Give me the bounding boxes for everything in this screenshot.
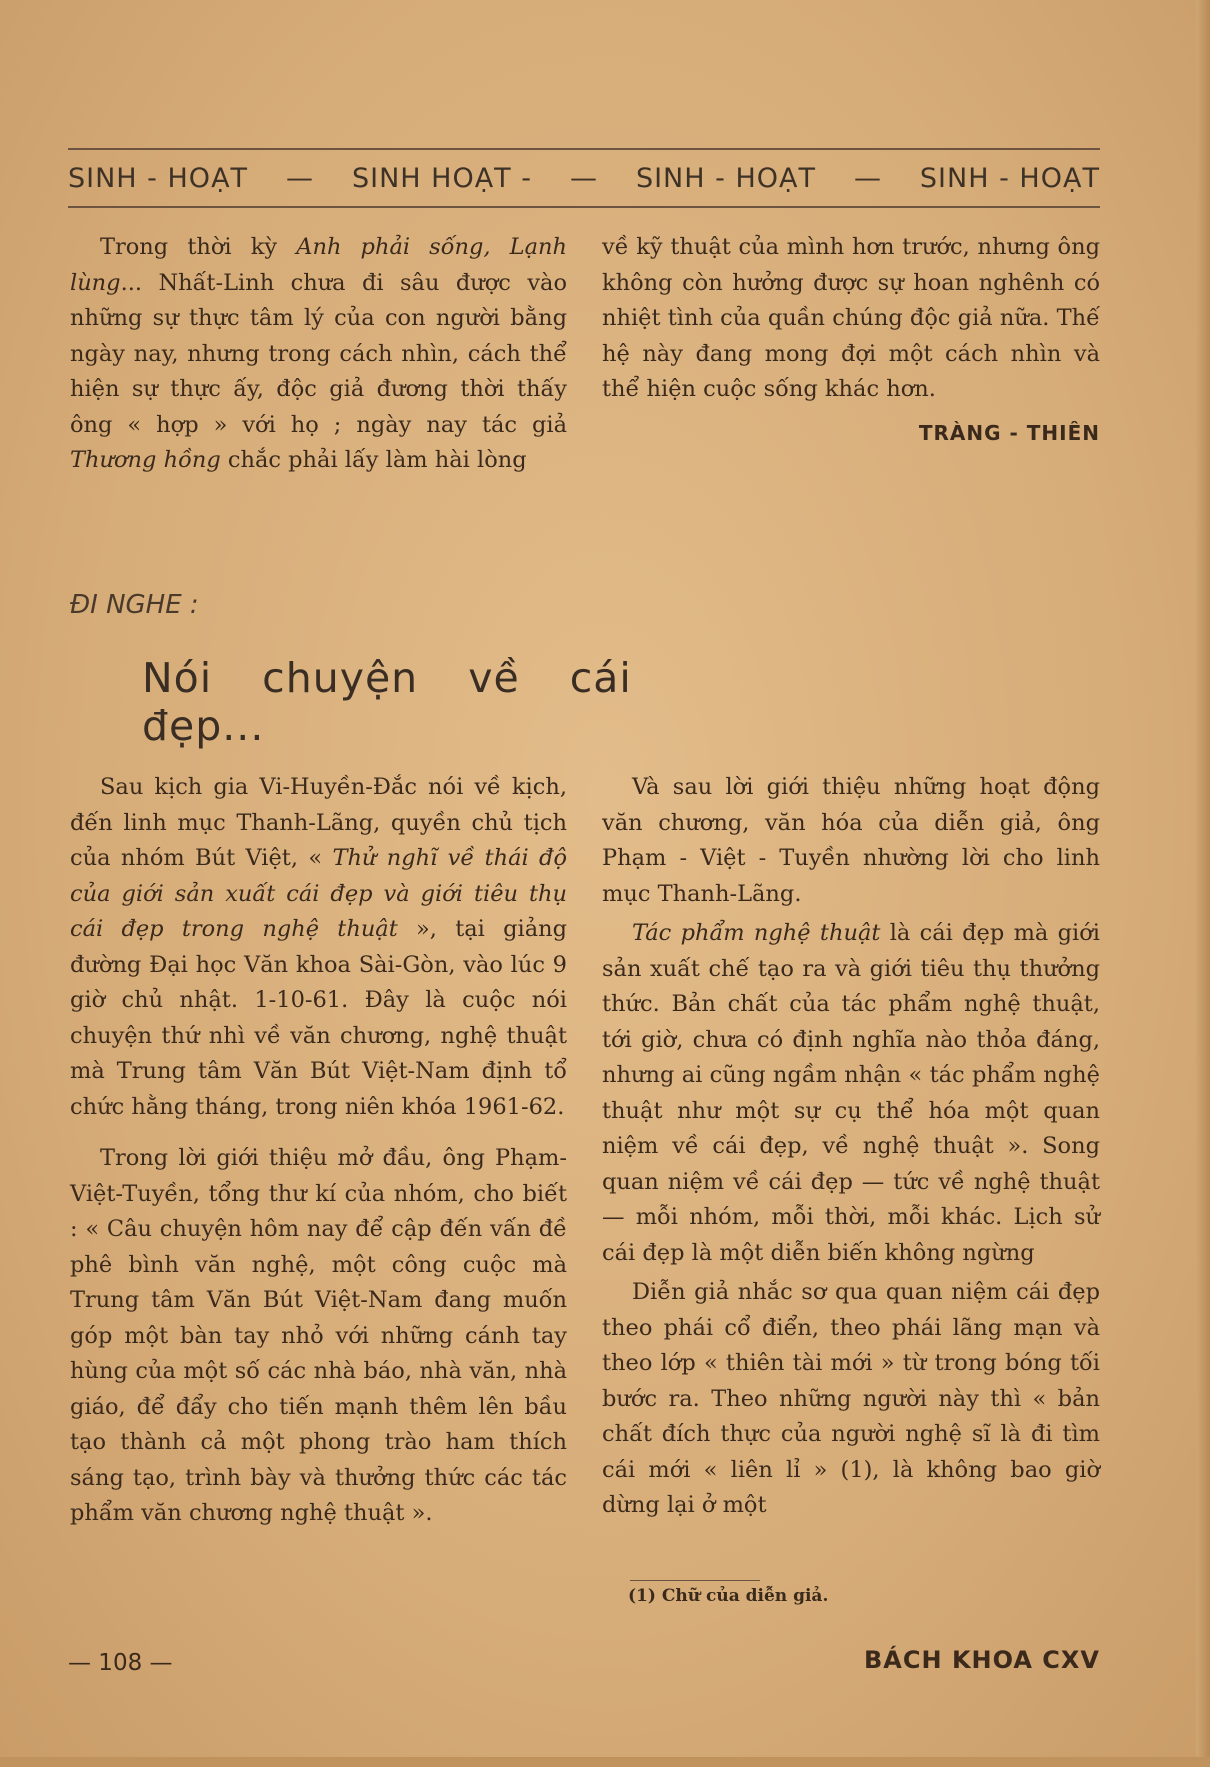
paragraph: Diễn giả nhắc sơ qua quan niệm cái đẹp theo phái cổ điển, theo phái lãng mạn và theo lớp « thiên tài mới » từ trong bóng tối bước ra. Theo những người này thì « bản chất đích thực của người nghệ sĩ là đi tìm cái mới « liên lỉ » (1), là không bao giờ dừng lại ở một	[602, 1279, 1100, 1518]
text: ... Nhất-Linh chưa đi sâu được vào những sự thực tâm lý của con người bằng ngày nay, nhưng trong cách nhìn, cách thể hiện sự thực ấy, độc giả đương thời thấy ông « hợp » với họ ; ngày nay tác giả	[70, 269, 567, 438]
italic-title: Thương hồng	[70, 447, 221, 473]
paragraph	[70, 230, 567, 479]
article-headline: Nói chuyện về cái đẹp...	[142, 654, 632, 750]
text: Trong thời kỳ	[100, 234, 297, 260]
paragraph: Trong lời giới thiệu mở đầu, ông Phạm-Việt-Tuyền, tổng thư kí của nhóm, cho biết : « Câu chuyện hôm nay để cập đến vấn đề phê bình văn nghệ, một công cuộc mà Trung tâm Văn Bút Việt-Nam đang muốn góp một bàn tay nhỏ với những cánh tay hùng của một số các nhà báo, nhà văn, nhà giáo, để đẩy cho tiến mạnh thêm lên bầu tạo thành cả một phong trào ham thích sáng tạo, trình bày và thưởng thức các tác phẩm văn chương nghệ thuật ».	[70, 1145, 567, 1526]
author-signature: TRÀNG - THIÊN	[918, 420, 1100, 445]
section-label: ĐI NGHE :	[70, 590, 199, 620]
paragraph: Và sau lời giới thiệu những hoạt động văn chương, văn hóa của diễn giả, ông Phạm - Việt - Tuyền nhường lời cho linh mục Thanh-Lãng.	[602, 774, 1100, 907]
paragraph: về kỹ thuật của mình hơn trước, nhưng ông không còn hưởng được sự hoan nghênh có nhiệt tình của quần chúng độc giả nữa. Thế hệ này đang mong đợi một cách nhìn và thể hiện cuộc sống khác hơn.	[602, 234, 1100, 402]
text: Sau kịch gia Vi-Huyền-Đắc nói về kịch, đến linh mục Thanh-Lãng, quyền chủ tịch của nhóm Bút Việt, «	[70, 774, 567, 871]
journal-name: BÁCH KHOA CXV	[864, 1646, 1100, 1674]
top-right-column	[602, 230, 1100, 451]
footnote: (1) Chữ của diễn giả.	[628, 1586, 829, 1606]
paragraph	[70, 770, 567, 1125]
page-number: — 108 —	[68, 1650, 173, 1676]
italic-title: Thử nghĩ về thái độ của giới sản xuất cái đẹp và giới tiêu thụ cái đẹp trong nghệ thuật	[70, 845, 567, 942]
italic-title: Anh phải sống, Lạnh lùng	[70, 234, 568, 296]
footnote-divider	[630, 1580, 760, 1581]
article-right-column	[602, 770, 1100, 1524]
header-item: SINH - HOẠT	[919, 162, 1100, 194]
paper-edge-bottom	[0, 1757, 1210, 1767]
header-dash: —	[286, 162, 314, 194]
text: là cái đẹp mà giới sản xuất chế tạo ra và giới tiêu thụ thưởng thức. Bản chất của tác phẩm nghệ thuật, tới giờ, chưa có định nghĩa nào thỏa đáng, nhưng ai cũng ngầm nhận « tác phẩm nghệ thuật như một sự cụ thể hóa một quan niệm về cái đẹp, về nghệ thuật ». Song quan niệm về cái đẹp — tức về nghệ thuật — mỗi nhóm, mỗi thời, mỗi khác. Lịch sử cái đẹp là một diễn biến không ngừng	[602, 920, 1100, 1266]
top-left-column	[70, 230, 567, 479]
text: », tại giảng đường Đại học Văn khoa Sài-Gòn, vào lúc 9 giờ chủ nhật. 1-10-61. Đây là cuộc nói chuyện thứ nhì về văn chương, nghệ thuật mà Trung tâm Văn Bút Việt-Nam định tổ chức hằng tháng, trong niên khóa 1961-62.	[70, 916, 568, 1120]
running-header	[68, 148, 1100, 208]
paragraph	[602, 916, 1100, 1271]
header-dash: —	[569, 162, 598, 194]
header-item: SINH HOẠT -	[351, 162, 532, 194]
text: chắc phải lấy làm hài lòng	[220, 447, 527, 473]
italic-term: Tác phẩm nghệ thuật	[632, 920, 881, 946]
header-item: SINH - HOẠT	[635, 162, 816, 194]
article-left-column	[70, 770, 567, 1532]
header-dash: —	[853, 162, 882, 194]
header-item: SINH - HOẠT	[68, 162, 249, 194]
paper-edge	[1196, 0, 1210, 1767]
